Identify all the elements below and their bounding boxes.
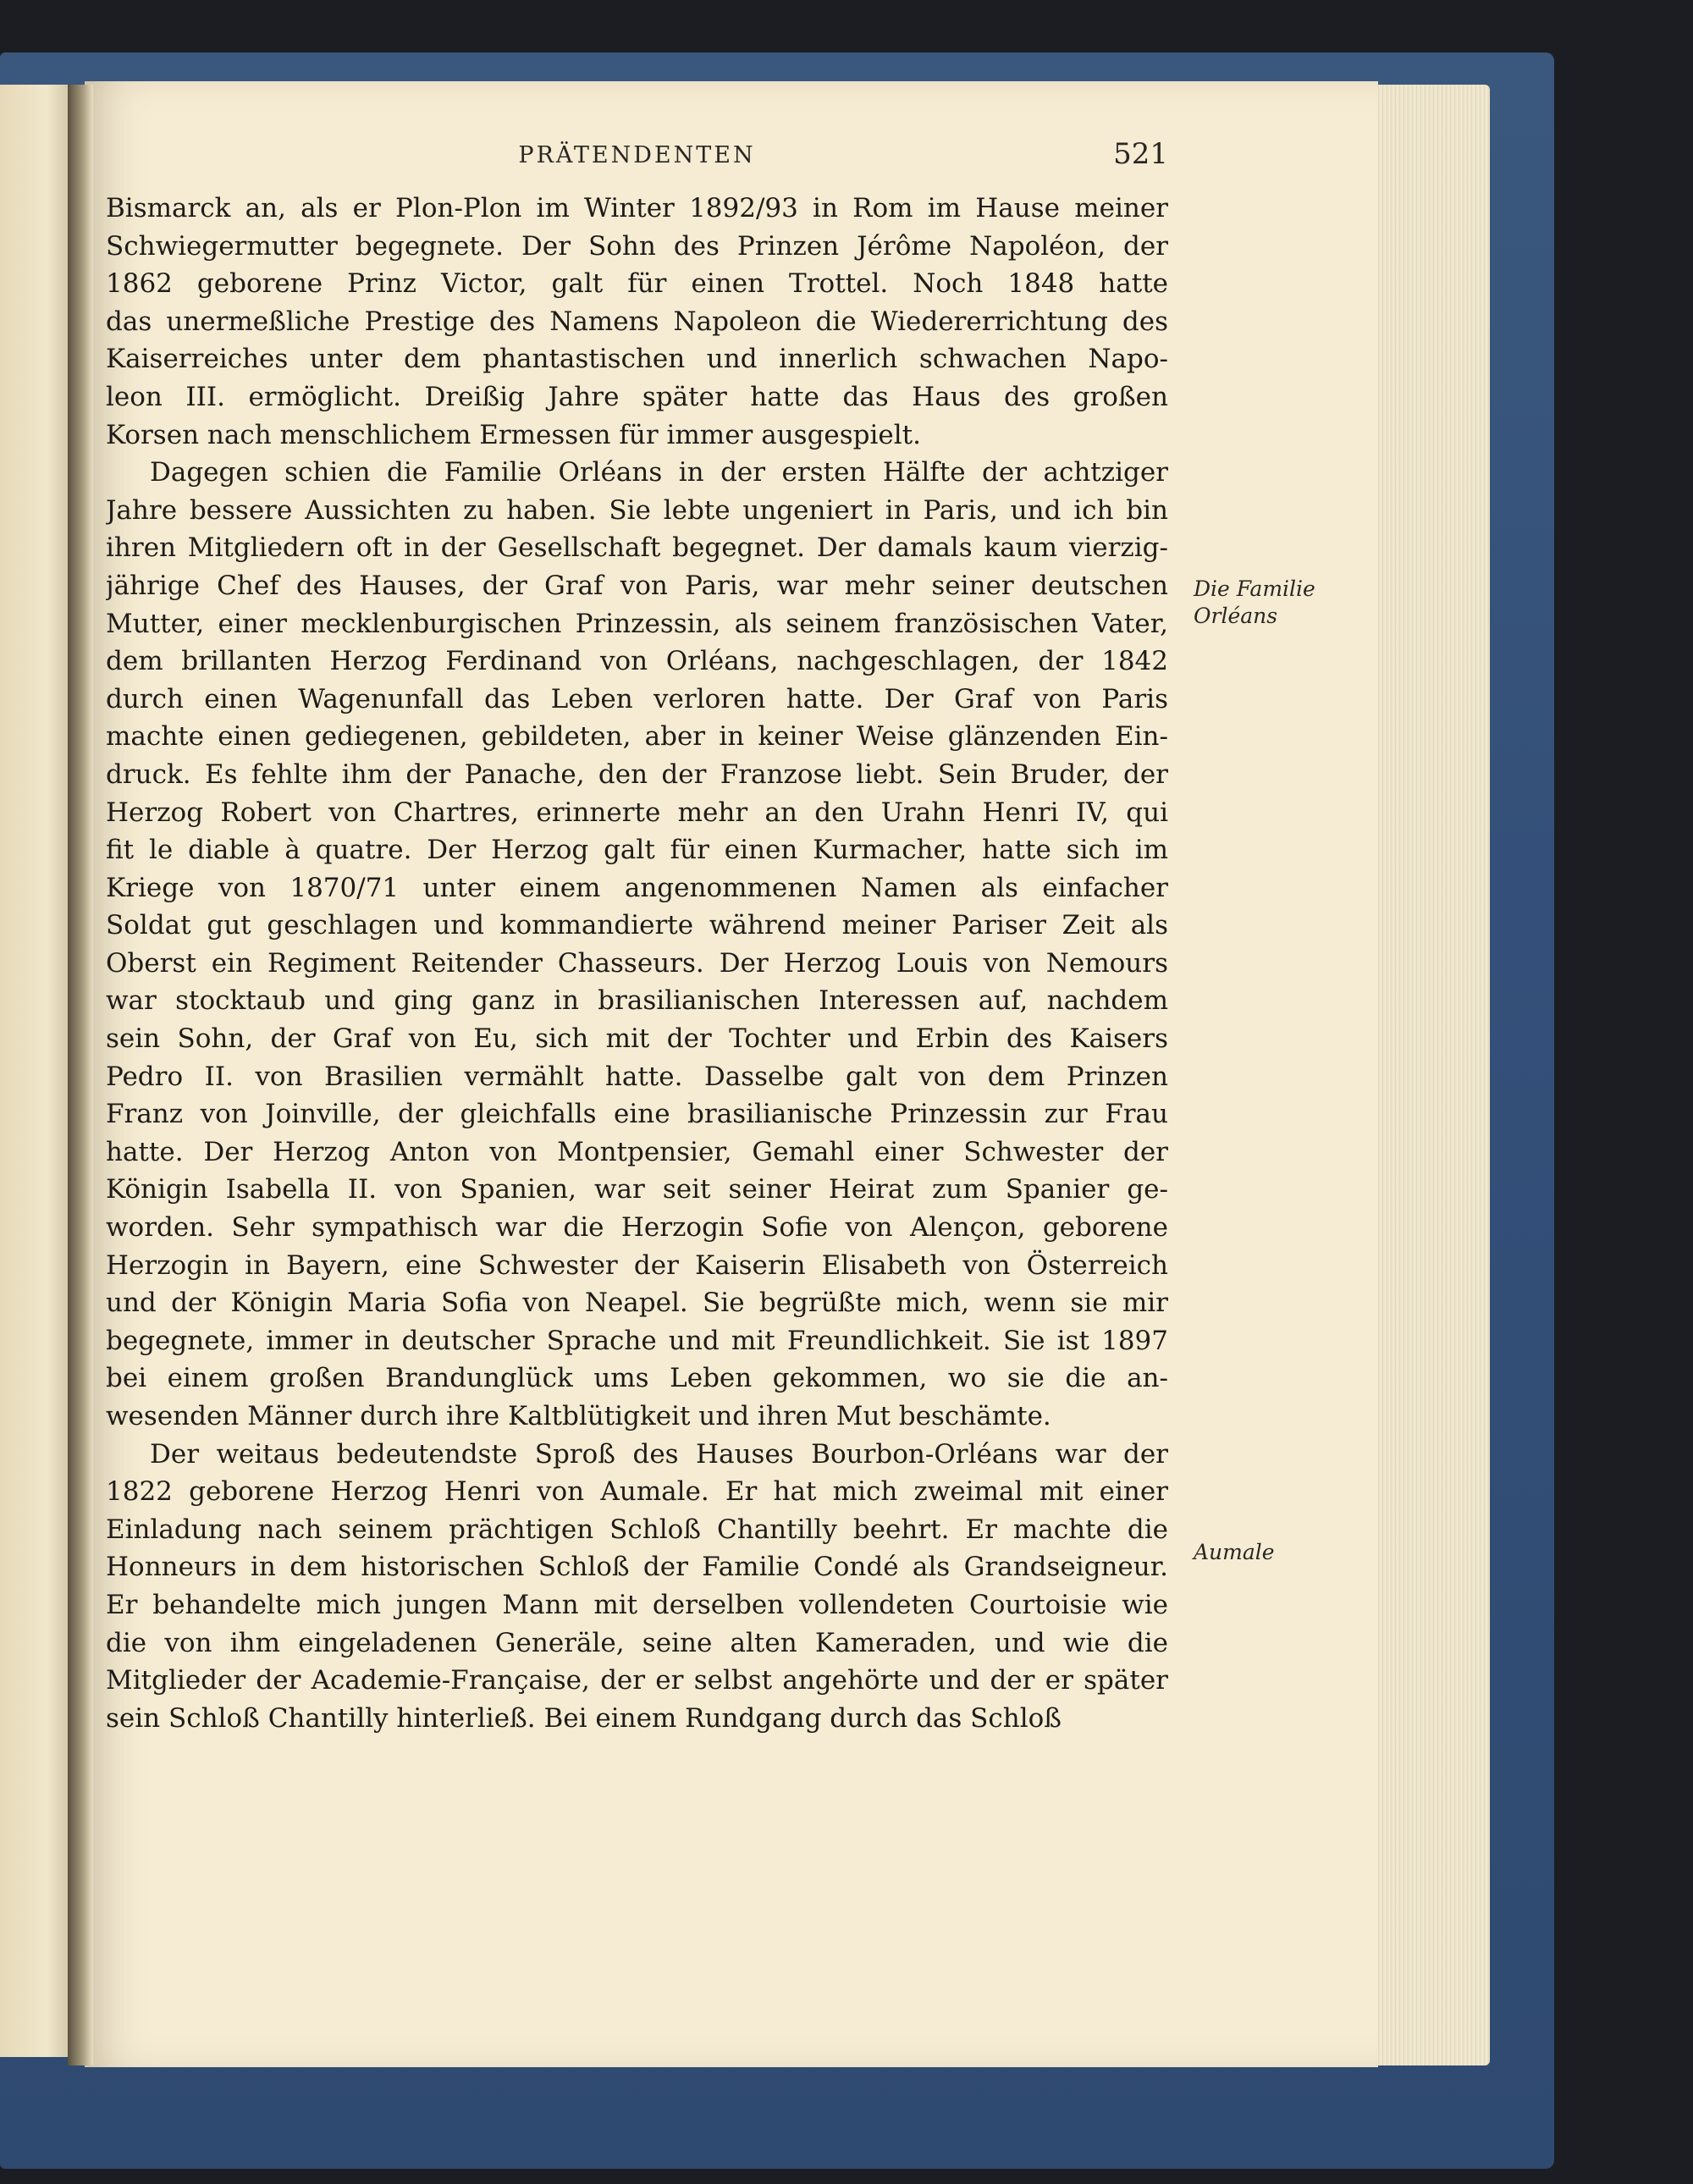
text-line: Franz von Joinville, der gleichfalls eine brasilianische Prinzessin zur Frau xyxy=(106,1099,1168,1130)
text-line: Soldat gut geschlagen und kommandierte während meiner Pariser Zeit als xyxy=(106,910,1168,941)
text-line: druck. Es fehlte ihm der Panache, den der Franzose liebt. Sein Bruder, der xyxy=(106,758,1168,790)
text-line: Einladung nach seinem prächtigen Schloß Chantilly beehrt. Er machte die xyxy=(106,1514,1168,1545)
text-line: Oberst ein Regiment Reitender Chasseurs. Der Herzog Louis von Nemours xyxy=(106,947,1168,979)
body-text xyxy=(106,190,1168,1737)
text-line: Königin Isabella II. von Spanien, war seit seiner Heirat zum Spanier ge- xyxy=(106,1174,1168,1205)
previous-page-edge xyxy=(0,85,78,2057)
paragraph xyxy=(106,1436,1168,1738)
text-line: durch einen Wagenunfall das Leben verloren hatte. Der Graf von Paris xyxy=(106,683,1168,714)
page-stack-edge xyxy=(1371,85,1490,2065)
text-line: machte einen gediegenen, gebildeten, aber in keiner Weise glänzenden Ein- xyxy=(106,721,1168,753)
text-line: Jahre bessere Aussichten zu haben. Sie lebte ungeniert in Paris, und ich bin xyxy=(106,494,1168,526)
text-line: Der weitaus bedeutendste Sproß des Hauses Bourbon-Orléans war der xyxy=(150,1438,1168,1470)
text-line: Kaiserreiches unter dem phantastischen und innerlich schwachen Napo- xyxy=(106,344,1168,375)
text-line: Schwiegermutter begegnete. Der Sohn des Prinzen Jérôme Napoléon, der xyxy=(106,230,1168,262)
text-line: Dagegen schien die Familie Orléans in der ersten Hälfte der achtziger xyxy=(150,457,1168,488)
text-line: und der Königin Maria Sofia von Neapel. Sie begrüßte mich, wenn sie mir xyxy=(106,1288,1168,1319)
text-line: 1862 geborene Prinz Victor, galt für einen Trottel. Noch 1848 hatte xyxy=(106,268,1168,300)
text-line: Herzog Robert von Chartres, erinnerte mehr an den Urahn Henri IV, qui xyxy=(106,797,1168,828)
text-line: Honneurs in dem historischen Schloß der Familie Condé als Grandseigneur. xyxy=(106,1552,1168,1583)
text-line: die von ihm eingeladenen Generäle, seine alten Kameraden, und wie die xyxy=(106,1627,1168,1658)
text-line: begegnete, immer in deutscher Sprache und mit Freundlichkeit. Sie ist 1897 xyxy=(106,1325,1168,1356)
paragraph xyxy=(106,190,1168,454)
text-line: sein Schloß Chantilly hinterließ. Bei einem Rundgang durch das Schloß xyxy=(106,1702,1062,1734)
text-line: 1822 geborene Herzog Henri von Aumale. Er hat mich zweimal mit einer xyxy=(106,1476,1168,1508)
text-line: war stocktaub und ging ganz in brasilianischen Interessen auf, nachdem xyxy=(106,985,1168,1017)
text-line: hatte. Der Herzog Anton von Montpensier, Gemahl einer Schwester der xyxy=(106,1136,1168,1167)
marginal-note-line: Orléans xyxy=(1194,604,1278,628)
text-line: dem brillanten Herzog Ferdinand von Orléans, nachgeschlagen, der 1842 xyxy=(106,646,1168,677)
text-line: Herzogin in Bayern, eine Schwester der Kaiserin Elisabeth von Österreich xyxy=(106,1249,1168,1281)
text-line: Kriege von 1870/71 unter einem angenommenen Namen als einfacher xyxy=(106,872,1168,903)
running-title: PRÄTENDENTEN xyxy=(518,142,756,168)
marginal-note-aumale xyxy=(1194,1539,1275,1566)
text-line: sein Sohn, der Graf von Eu, sich mit der Tochter und Erbin des Kaisers xyxy=(106,1023,1168,1055)
running-head xyxy=(106,137,1168,185)
text-line: Mitglieder der Academie-Française, der er selbst angehörte und der er später xyxy=(106,1665,1168,1696)
text-line: worden. Sehr sympathisch war die Herzogin Sofie von Alençon, geborene xyxy=(106,1212,1168,1244)
text-line: Korsen nach menschlichem Ermessen für immer ausgespielt. xyxy=(106,419,921,450)
paragraph xyxy=(106,454,1168,1435)
text-line: fit le diable à quatre. Der Herzog galt für einen Kurmacher, hatte sich im xyxy=(106,835,1168,866)
marginal-note-line: Aumale xyxy=(1194,1540,1275,1564)
book-gutter xyxy=(68,85,93,2065)
text-line: wesenden Männer durch ihre Kaltblütigkeit und ihren Mut beschämte. xyxy=(106,1401,1051,1431)
text-line: ihren Mitgliedern oft in der Gesellschaft begegnet. Der damals kaum vierzig- xyxy=(106,532,1168,564)
text-line: Pedro II. von Brasilien vermählt hatte. Dasselbe galt von dem Prinzen xyxy=(106,1061,1168,1092)
text-line: jährige Chef des Hauses, der Graf von Paris, war mehr seiner deutschen xyxy=(106,570,1168,601)
marginal-note-line: Die Familie xyxy=(1194,576,1315,601)
text-line: bei einem großen Brandunglück ums Leben gekommen, wo sie die an- xyxy=(106,1363,1168,1394)
text-line: das unermeßliche Prestige des Namens Napoleon die Wiedererrichtung des xyxy=(106,306,1168,337)
text-line: Bismarck an, als er Plon-Plon im Winter 1892/93 in Rom im Hause meiner xyxy=(106,193,1168,223)
page-number: 521 xyxy=(1113,137,1168,171)
text-line: Er behandelte mich jungen Mann mit derselben vollendeten Courtoisie wie xyxy=(106,1589,1168,1620)
marginal-note-familie-orleans xyxy=(1194,576,1315,630)
text-line: Mutter, einer mecklenburgischen Prinzessin, als seinem französischen Vater, xyxy=(106,608,1168,639)
text-line: leon III. ermöglicht. Dreißig Jahre später hatte das Haus des großen xyxy=(106,381,1168,412)
